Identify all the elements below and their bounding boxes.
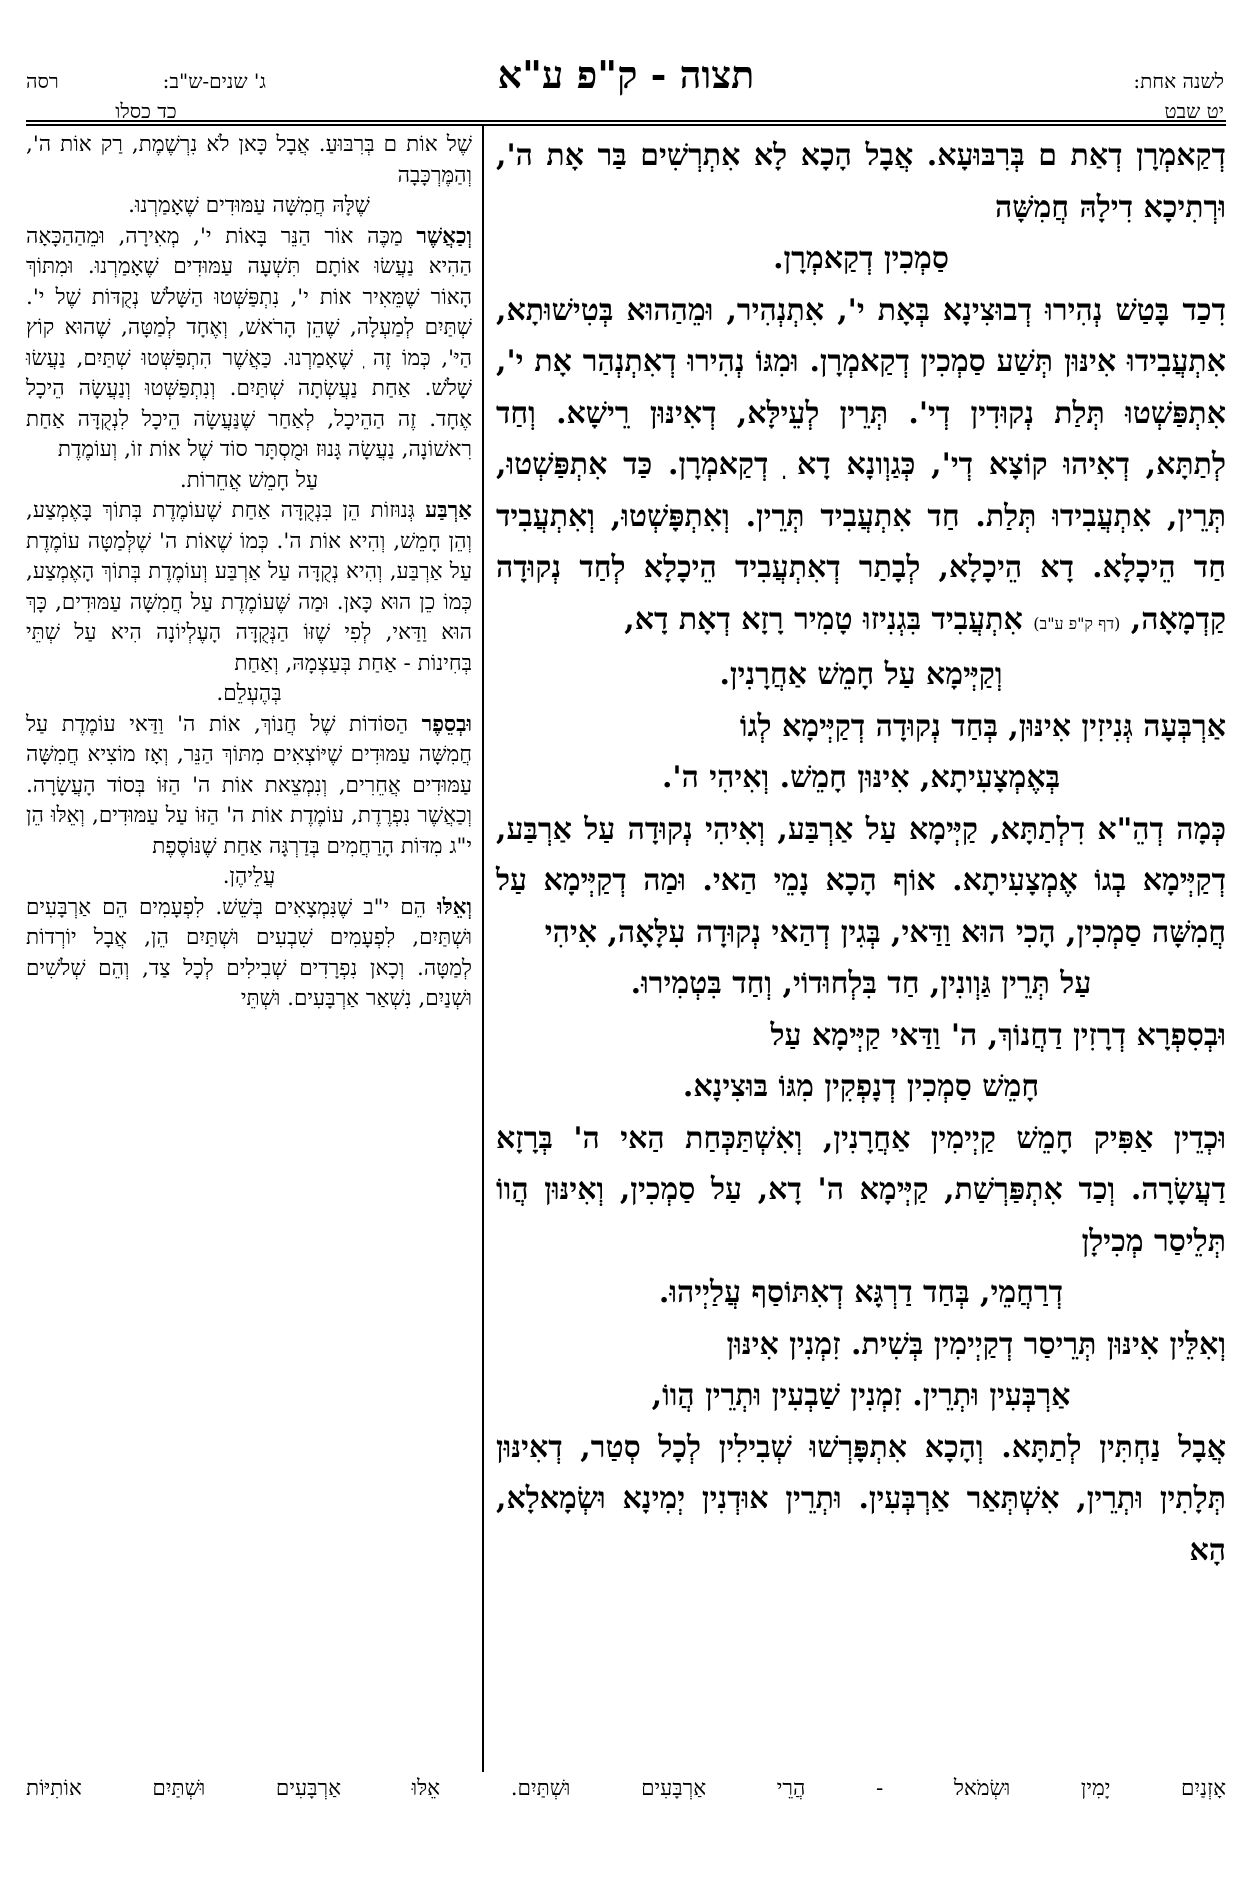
main-paragraph: דְקַאמְרָן דְאַת ם בְּרִבּוּעָא. אֲבָל הָכָא לָא אִתְרְשִׁים בַּר אָת ה', וּרְתִיכָא דִילָהּ חֲמִשָּׁה bbox=[496, 138, 1226, 225]
footer-line: אָזְנַיִם יָמִין וּשְׂמֹאל - הֲרֵי אַרְבָּעִים וּשְׁתַּיִם. אֵלּוּ אַרְבָּעִים וּשְׁתַּיִם אוֹתִיּוֹת bbox=[26, 1776, 1226, 1801]
lead-word: וּבְסֵפֶר bbox=[421, 711, 472, 737]
main-paragraph-end: דְרַחֲמֵי, בְּחַד דַרְגָּא דְאִתּוֹסַף עֲלַיְיהוּ. bbox=[658, 1275, 1064, 1310]
main-paragraph-end: חָמֵשׁ סַמְכִין דְנָפְקִין מִגּוֹ בּוּצִינָא. bbox=[682, 1069, 1040, 1104]
commentary-paragraph: וְכַאֲשֶׁר מַכֶּה אוֹר הַנֵּר בָּאוֹת י', מְאִירָה, וּמֵהַהַכָּאָה הַהִיא נַעֲשׂוּ אוֹתָם תִּשְׁעָה עַמּוּדִים שֶׁאָמַרְנוּ. וּמִתּוֹךְ הָאוֹר שֶׁמֵּאִיר אוֹת י', נִתְפַּשְּׁטוּ הַשָּׁלֹשׁ נְקֻדּוֹת שֶׁל י'. שְׁתַּיִם לְמַעְלָה, שֶׁהֵן הָרֹאשׁ, וְאֶחָד לְמַטָּה, שֶׁהוּא קוֹץ הַיּ', כְּמוֹ זֶה ֽ שֶׁאָמַרְנוּ. כַּאֲשֶׁר הִתְפַּשְּׁטוּ שְׁתַּיִם, נַעֲשׂוּ שָׁלֹשׁ. אַחַת נַעֲשְׂתָה שְׁתַּיִם. וְנִתְפַּשְּׁטוּ וְנַעֲשָׂה הֵיכָל אֶחָד. זֶה הַהֵיכָל, לְאַחַר שֶׁנַּעֲשָׂה הֵיכָל לִנְקֻדָּה אַחַת רִאשׁוֹנָה, נַעֲשָׂה גָּנוּז וּמֻסְתָּר סוֹד שֶׁל אוֹת זוֹ, וְעוֹמֶדֶת bbox=[26, 223, 472, 462]
main-paragraph: אַרְבְּעָה גְּנִיזִין אִינּוּן, בְּחַד נְקוּדָה דְקַיְּימָא לְגוֹ bbox=[739, 708, 1226, 744]
main-paragraph: וּכְדֵין אַפִּיק חָמֵשׁ קַיְימִין אַחֲרָנִין, וְאִשְׁתַּכְּחַת הַאי ה' בְּרָזָא דַעֲשָׂרָה. וְכַד אִתְפַּרְשַׁת, קַיְּימָא ה' דָא, עַל סַמְכִין, וְאִינּוּן הֲווֹ תְּלֵיסַר מְכִילָן bbox=[496, 1120, 1226, 1259]
main-paragraph-end: וְקַיְּימָא עַל חָמֵשׁ אַחֲרָנִין. bbox=[719, 657, 1003, 692]
main-paragraph-end: בְּאֶמְצָעִיתָא, אִינּוּן חָמֵשׁ. וְאִיהִי ה'. bbox=[661, 760, 1061, 795]
commentary-paragraph: אַרְבַּע גְּנוּזוֹת הֵן בִּנְקֻדָּה אַחַת שֶׁעוֹמֶדֶת בְּתוֹךְ בָּאֶמְצַע, וְהֵן חָמֵשׁ, וְהִיא אוֹת ה'. כְּמוֹ שֶׁאוֹת ה' שֶׁלְּמַטָּה עוֹמֶדֶת עַל אַרְבַּע, וְהִיא נְקֻדָּה עַל אַרְבַּע וְעוֹמֶדֶת בְּתוֹךְ הָאֶמְצַע, כְּמוֹ כֵן הוּא כָּאן. וּמַה שֶּׁעוֹמֶדֶת עַל חֲמִשָּׁה עַמּוּדִים, כָּךְ הוּא וַדַּאי, לְפִי שֶׁזּוֹ הַנְּקֻדָּה הָעֶלְיוֹנָה הִיא עַל שְׁתֵּי בְּחִינוֹת - אַחַת בְּעַצְמָהּ, וְאַחַת bbox=[26, 498, 472, 676]
page-title: תצוה - ק"פ ע"א bbox=[497, 52, 755, 97]
main-paragraph: אֲבָל נַחְתִּין לְתַתָּא. וְהָכָא אִתְפָּרְשׁוּ שְׁבִילִין לְכָל סְטַר, דְאִינּוּן תְּלָתִין וּתְרֵין, אִשְׁתְּאַר אַרְבְּעִין. וּתְרֵין אוּדְנִין יְמִינָא וּשְׂמָאלָא, הָא bbox=[496, 1429, 1226, 1568]
header-rule bbox=[26, 120, 1226, 122]
commentary-paragraph-end: שֶׁלָּהּ חֲמִשָּׁה עַמּוּדִים שֶׁאָמַרְנוּ. bbox=[128, 193, 370, 218]
schedule-label: לשנה אחת: bbox=[1133, 69, 1224, 93]
commentary-paragraph-end: עַל חָמֵשׁ אֲחֵרוֹת. bbox=[179, 467, 319, 493]
commentary-paragraph: וְאֵלּוּ הֵם י"ב שֶׁנִּמְצָאִים בְּשֵׁשׁ. לִפְעָמִים הֵם אַרְבָּעִים וּשְׁתַּיִם, לִפְעָמִים שִׁבְעִים וּשְׁתַּיִם הֵן, אֲבָל יוֹרְדוֹת לְמַטָּה. וְכָאן נִפְרָדִים שְׁבִילִים לְכָל צַד, וְהֵם שְׁלֹשִׁים וּשְׁנַיִם, נִשְׁאַר אַרְבָּעִים. וּשְׁתֵּי bbox=[26, 894, 472, 1011]
main-paragraph: דִכַד בָּטַשׁ נְהִירוּ דְבוּצִינָא בְּאָת י', אִתְנְהִיר, וּמֵהַהוּא בְּטִישׁוּתָא, אִתְעֲבִידוּ אִינּוּן תְּשַׁע סַמְכִין דְקַאמְרָן. וּמִגּוֹ נְהִירוּ דְאִתְנְהַר אָת י', אִתְפַּשְׁטוּ תְּלַת נְקוּדִין דְי'. תְּרֵין לְעֵילָּא, דְאִינּוּן רֵישָׁא. וְחַד לְתַתָּא, דְאִיהוּ קוֹצָא דְי', כְּגַוְונָא דָא ֽ דְקַאמְרָן. כַּד אִתְפַּשְׁטוּ, תְּרֵין, אִתְעֲבִידוּ תְּלַת. חַד אִתְעֲבִיד תְּרֵין. וְאִתְפָּשְׁטוּ, וְאִתְעֲבִיד חַד הֵיכָלָא. דָא הֵיכָלָא, לְבָתַר דְאִתְעֲבִיד הֵיכָלָא לְחַד נְקוּדָה קַדְמָאָה, (דף ק"פ ע"ב) אִתְעֲבִיד בִּגְנִיזוּ טָמִיר רָזָא דְאָת דָא, bbox=[496, 292, 1226, 637]
lead-word: וְאֵלּוּ bbox=[437, 894, 472, 920]
column-divider bbox=[482, 124, 484, 1772]
main-paragraph: כְּמָה דְהֵ"א דִלְתַתָּא, קַיְּימָא עַל אַרְבַּע, וְאִיהִי נְקוּדָה עַל אַרְבַּע, דְקַיְּימָא בְגוֹ אֶמְצָעִיתָא. אוֹף הָכָא נָמֵי הַאי. וּמַה דְקַיְּימָא עַל חֲמִשָּׁה סַמְכִין, הָכִי הוּא וַדַּאי, בְּגִין דְהַאי נְקוּדָה עִלָּאָה, אִיהִי bbox=[496, 811, 1226, 950]
schedule-date-three-year: כד כסלו bbox=[115, 99, 177, 123]
commentary-paragraph: וּבְסֵפֶר הַסּוֹדוֹת שֶׁל חֲנוֹךְ, אוֹת ה' וַדַּאי עוֹמֶדֶת עַל חֲמִשָּׁה עַמּוּדִים שֶׁיּוֹצְאִים מִתּוֹךְ הַנֵּר, וְאָז מוֹצִיא חֲמִשָּׁה עַמּוּדִים אֲחֵרִים, וְנִמְצֵאת אוֹת ה' הַזּוֹ בְּסוֹד הָעֲשָׂרָה. וְכַאֲשֶׁר נִפְרֶדֶת, עוֹמֶדֶת אוֹת ה' הַזּוֹ עַל עַמּוּדִים, וְאֵלּוּ הֵן י"ג מִדּוֹת הָרַחֲמִים בְּדַרְגָּה אַחַת שֶׁנּוֹסֶפֶת bbox=[26, 711, 472, 859]
main-paragraph-end: עַל תְּרֵין גַּוְונִין, חַד בִּלְחוּדוֹי, וְחַד בִּטְמִירוּ. bbox=[630, 966, 1092, 1001]
main-paragraph: וְאִלֵּין אִינּוּן תְּרֵיסַר דְקַיְימִין בְּשִׁית. זִמְנִין אִינּוּן bbox=[726, 1326, 1226, 1362]
page-header bbox=[26, 44, 1226, 136]
commentary-paragraph: שֶׁל אוֹת ם בְּרִבּוּעַ. אֲבָל כָּאן לֹא נִרְשֶׁמֶת, רַק אוֹת ה', וְהַמֶּרְכָּבָה bbox=[26, 132, 472, 188]
commentary-paragraph-end: בְּהֶעְלֵם. bbox=[216, 681, 282, 706]
commentary-paragraph-end: עֲלֵיהֶן. bbox=[222, 864, 276, 889]
lead-word: וְכַאֲשֶׁר bbox=[416, 223, 472, 249]
main-text-column bbox=[496, 130, 1226, 1770]
main-paragraph-end: אַרְבְּעִין וּתְרֵין. זִמְנִין שַׁבְעִין וּתְרֵין הֲווֹ, bbox=[651, 1378, 1071, 1413]
schedule-label-three-year: ג' שנים-ש"ב: bbox=[162, 69, 266, 93]
page-number: רסה bbox=[26, 69, 59, 93]
commentary-column bbox=[26, 130, 472, 1770]
schedule-date: יט שבט bbox=[1164, 99, 1224, 123]
page bbox=[26, 44, 1226, 1874]
page-reference: (דף ק"פ ע"ב) bbox=[1033, 613, 1121, 633]
lead-word: אַרְבַּע bbox=[425, 498, 472, 523]
reading-schedule-three-year bbox=[26, 66, 266, 126]
main-paragraph-end: סַמְכִין דְקַאמְרָן. bbox=[773, 241, 949, 276]
header-rule-double bbox=[26, 124, 1226, 126]
main-paragraph: וּבְסִפְרָא דְרָזִין דַחֲנוֹךְ, ה' וַדַּאי קַיְּימָא עַל bbox=[770, 1017, 1226, 1053]
